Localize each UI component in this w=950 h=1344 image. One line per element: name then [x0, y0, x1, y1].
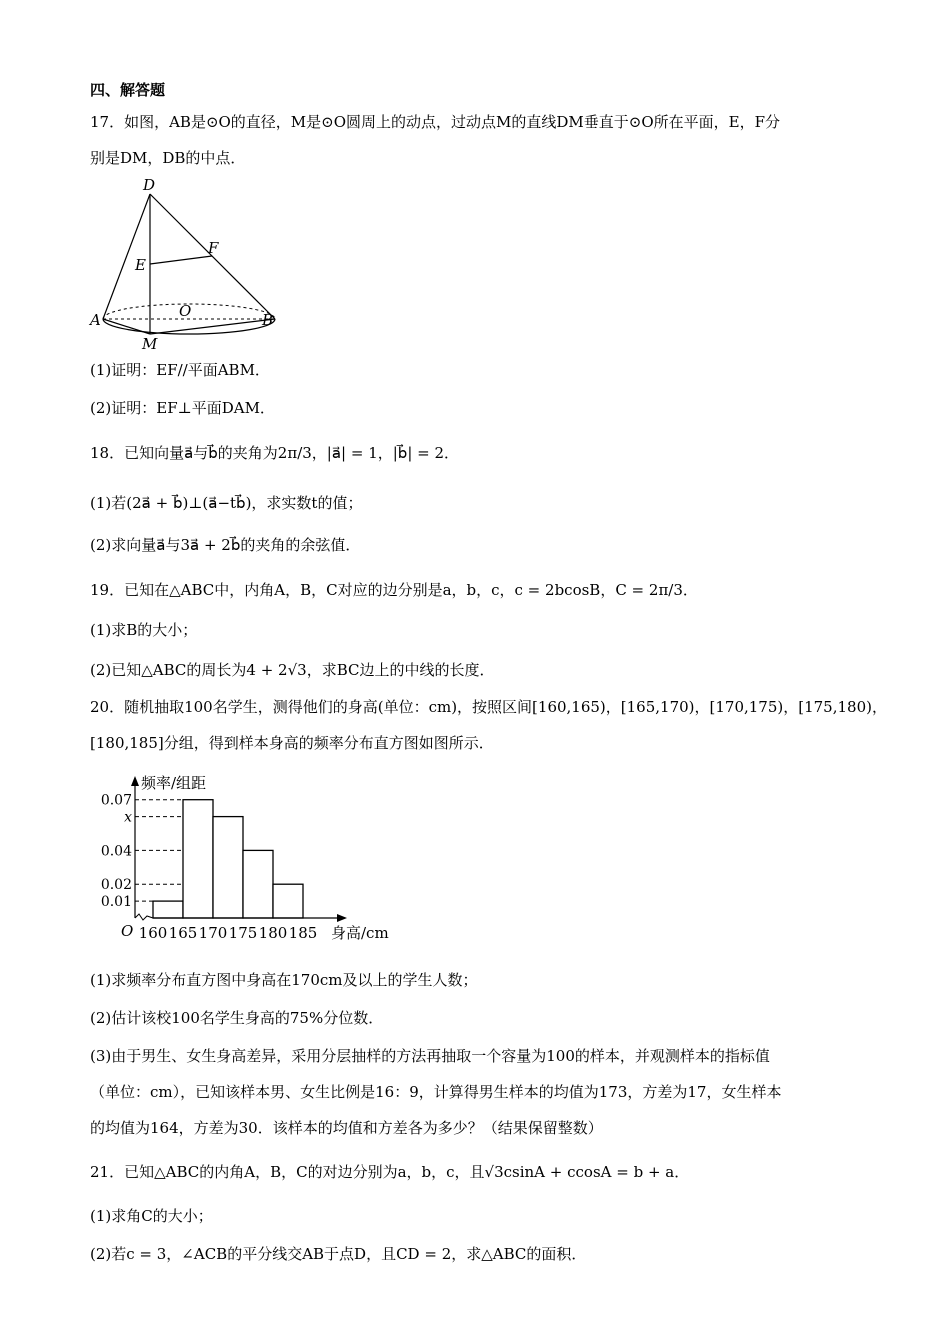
- label-D: D: [143, 176, 156, 194]
- label-F: F: [208, 239, 219, 257]
- segment-EF: [150, 256, 212, 264]
- label-A: A: [90, 311, 101, 329]
- q17-stem-line1: 17．如图，AB是⊙O的直径，M是⊙O圆周上的动点，过动点M的直线DM垂直于⊙O所在平面，E，F分: [90, 113, 781, 131]
- label-B: B: [262, 311, 274, 329]
- y-tick-label: 0.07: [100, 792, 132, 809]
- q20-part2: (2)估计该校100名学生身高的75%分位数．: [90, 1009, 384, 1027]
- histogram-bar: [243, 850, 273, 918]
- q17-part1: (1)证明：EF//平面ABM．: [90, 361, 270, 379]
- label-M: M: [142, 335, 158, 352]
- q18-part2: (2)求向量a⃗与3a⃗ + 2b⃗的夹角的余弦值．: [90, 536, 361, 554]
- q20-stem-line2: [180,185]分组，得到样本身高的频率分布直方图如图所示．: [90, 734, 494, 752]
- histogram-bar: [273, 884, 303, 918]
- q20-part3-line2: （单位：cm），已知该样本男、女生比例是16：9，计算得男生样本的均值为173，方差为17，女生样本: [90, 1083, 782, 1101]
- label-O: O: [179, 302, 192, 320]
- x-axis-title: 身高/cm: [331, 924, 389, 942]
- q20-part3-line1: (3)由于男生、女生身高差异，采用分层抽样的方法再抽取一个容量为100的样本，并观测样本的指标值: [90, 1047, 770, 1065]
- q18-part1: (1)若(2a⃗ + b⃗)⊥(a⃗−tb⃗)，求实数t的值；: [90, 494, 363, 512]
- q20-part1: (1)求频率分布直方图中身高在170cm及以上的学生人数；: [90, 971, 478, 989]
- x-tick-label: 185: [288, 924, 318, 942]
- histogram-bar: [183, 800, 213, 918]
- label-E: E: [135, 256, 146, 274]
- x-tick-label: 175: [228, 924, 258, 942]
- y-tick-label: 0.04: [100, 843, 132, 860]
- q20-stem-line1: 20．随机抽取100名学生，测得他们的身高(单位：cm)，按照区间[160,165)，[165,170)，[170,175)，[175,180)，: [90, 698, 887, 716]
- edge-MB: [150, 319, 275, 334]
- origin-label: O: [121, 922, 134, 940]
- x-tick-label: 170: [198, 924, 228, 942]
- y-tick-label: x: [124, 809, 132, 826]
- histogram-chart: [95, 770, 405, 950]
- q19-part1: (1)求B的大小；: [90, 621, 198, 639]
- q18-stem: 18．已知向量a⃗与b⃗的夹角为2π/3，|a⃗| = 1，|b⃗| = 2．: [90, 444, 460, 462]
- x-tick-label: 160: [138, 924, 168, 942]
- histogram-bar: [213, 817, 243, 918]
- y-axis-title: 频率/组距: [141, 774, 207, 792]
- section-title: 四、解答题: [90, 81, 166, 99]
- cone-figure: [88, 172, 288, 352]
- q19-stem: 19．已知在△ABC中，内角A，B，C对应的边分别是a，b，c，c = 2bcosB，C = 2π/3．: [90, 581, 698, 599]
- q21-stem: 21．已知△ABC的内角A，B，C的对边分别为a，b，c，且√3csinA + ccosA = b + a．: [90, 1163, 690, 1181]
- x-tick-label: 180: [258, 924, 288, 942]
- q19-part2: (2)已知△ABC的周长为4 + 2√3，求BC边上的中线的长度．: [90, 661, 495, 679]
- q21-part2: (2)若c = 3，∠ACB的平分线交AB于点D，且CD = 2，求△ABC的面积．: [90, 1245, 587, 1263]
- q17-part2: (2)证明：EF⊥平面DAM．: [90, 399, 275, 417]
- y-axis-arrow: [131, 776, 139, 786]
- y-tick-label: 0.02: [100, 877, 132, 894]
- edge-AM: [103, 319, 150, 334]
- x-axis-break: [135, 914, 153, 920]
- q17-stem-line2: 别是DM，DB的中点．: [90, 149, 246, 167]
- q21-part1: (1)求角C的大小；: [90, 1207, 213, 1225]
- y-tick-label: 0.01: [100, 894, 132, 911]
- x-axis-arrow: [337, 914, 347, 922]
- histogram-bar: [153, 901, 183, 918]
- x-tick-label: 165: [168, 924, 198, 942]
- q20-part3-line3: 的均值为164，方差为30．该样本的均值和方差各为多少？（结果保留整数）: [90, 1119, 603, 1137]
